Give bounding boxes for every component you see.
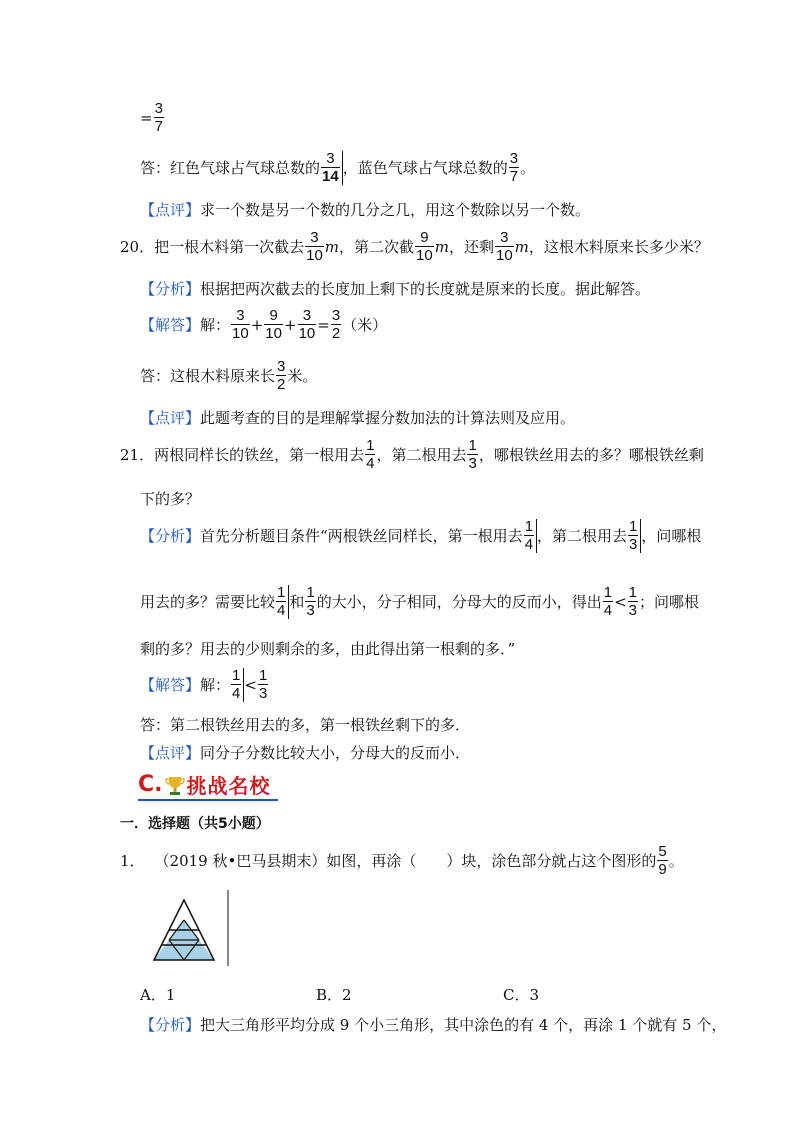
trophy-icon [165,774,185,796]
fraction: $\frac{3}{10}$ [298,307,316,342]
analysis-21: 【分析】 首先分析题目条件“两根铁丝同样长，第一根用去 $\frac{1}{4}$ ，第二根用去 $\frac{1}{3}$ ，问哪根 [140,518,702,553]
fraction: $\frac{9}{10}$ [416,229,433,264]
fraction: $\frac{1}{3}$ [258,667,268,702]
fraction: $\frac{3}{7}$ [509,150,519,185]
triangle-figure [140,890,230,966]
question-21-cont: 下的多？ [140,490,201,508]
heading-choice: 一．选择题（共5小题） [120,816,270,832]
fraction: $\frac{9}{10}$ [265,307,282,342]
analysis-1: 【分析】 把大三角形平均分成 9 个小三角形，其中涂色的有 4 个，再涂 1 个就有 5 个， [140,1016,727,1034]
fraction: $\frac{3}{14}$ [322,150,339,185]
section-title: 挑战名校 [186,774,271,798]
section-letter: C. [138,772,163,797]
analysis-tag: 【分析】 [140,1016,201,1034]
analysis-21-line2: 用去的多？需要比较 $\frac{1}{4}$ 和 $\frac{1}{3}$ 的大小，分子相同，分母大的反而小，得出 $\frac{1}{4}$ < $\frac{1}{3}$ ；问哪根 [140,584,700,619]
comment-21: 【点评】 同分子分数比较大小，分母大的反而小． [140,744,471,762]
fraction: $\frac{3}{2}$ [331,307,341,342]
fraction: $\frac{1}{4}$ [603,584,613,619]
fraction: $\frac{3}{10}$ [306,229,323,264]
question-20: 20． 把一根木料第一次截去 $\frac{3}{10}$ m ，第二次截 $\frac{9}{10}$ m ，还剩 $\frac{3}{10}$ m ，这根木料原来长多少米？ [120,229,709,264]
section-c-header [138,770,271,799]
comment-tag: 【点评】 [140,201,201,219]
comment-tag: 【点评】 [140,744,201,762]
fraction: $\frac{3}{2}$ [277,358,286,393]
fraction: $\frac{1}{3}$ [629,518,638,553]
solution-21: 【解答】 解： $\frac{1}{4}$ < $\frac{1}{3}$ [140,667,268,702]
solution-20: 【解答】 解： $\frac{3}{10}$ + $\frac{9}{10}$ + $\frac{3}{10}$ = $\frac{3}{2}$ （米） [140,307,388,342]
option-b: B．2 [316,986,352,1004]
comment-tag: 【点评】 [140,409,201,427]
fraction: $\frac{3}{10}$ [232,307,249,342]
equation-result: = $\frac{3}{7}$ [140,100,163,135]
answer-19: 答：红色气球占气球总数的 $\frac{3}{14}$ ，蓝色气球占气球总数的 $\frac{3}{7}$ 。 [140,150,536,185]
analysis-tag: 【分析】 [140,527,201,545]
question-21: 21． 两根同样长的铁丝，第一根用去 $\frac{1}{4}$ ，第二根用去 $\frac{1}{3}$ ，哪根铁丝用去的多？哪根铁丝剩 [120,437,704,472]
fraction: $\frac{1}{4}$ [524,518,534,553]
fraction: $\frac{5}{9}$ [658,843,667,878]
option-a: A．1 [140,986,176,1004]
comment-19: 【点评】 求一个数是另一个数的几分之几，用这个数除以另一个数。 [140,201,591,219]
solution-tag: 【解答】 [140,676,201,694]
section-underline [138,799,278,801]
fraction: $\frac{3}{10}$ [495,229,513,264]
comment-20: 【点评】 此题考查的目的是理解掌握分数加法的计算法则及应用。 [140,409,576,427]
fraction: $\frac{3}{7}$ [154,100,163,135]
fraction: $\frac{1}{3}$ [306,584,315,619]
analysis-21-line3: 剩的多？用去的少则剩余的多，由此得出第一根剩的多．” [140,640,516,658]
solution-tag: 【解答】 [140,316,201,334]
question-1: 1． （2019 秋•巴马县期末）如图，再涂（ ）块，涂色部分就占这个图形的 $\frac{5}{9}$ 。 [120,843,684,878]
fraction: $\frac{1}{4}$ [366,437,375,472]
answer-21: 答：第二根铁丝用去的多，第一根铁丝剩下的多． [140,716,471,734]
fraction: $\frac{1}{4}$ [232,667,241,702]
analysis-20: 【分析】 根据把两次截去的长度加上剩下的长度就是原来的长度。据此解答。 [140,280,651,298]
answer-20: 答：这根木料原来长 $\frac{3}{2}$ 米。 [140,358,318,393]
analysis-tag: 【分析】 [140,280,201,298]
fraction: $\frac{1}{4}$ [277,584,286,619]
fraction: $\frac{1}{3}$ [628,584,637,619]
option-c: C．3 [503,986,540,1004]
fraction: $\frac{1}{3}$ [468,437,477,472]
